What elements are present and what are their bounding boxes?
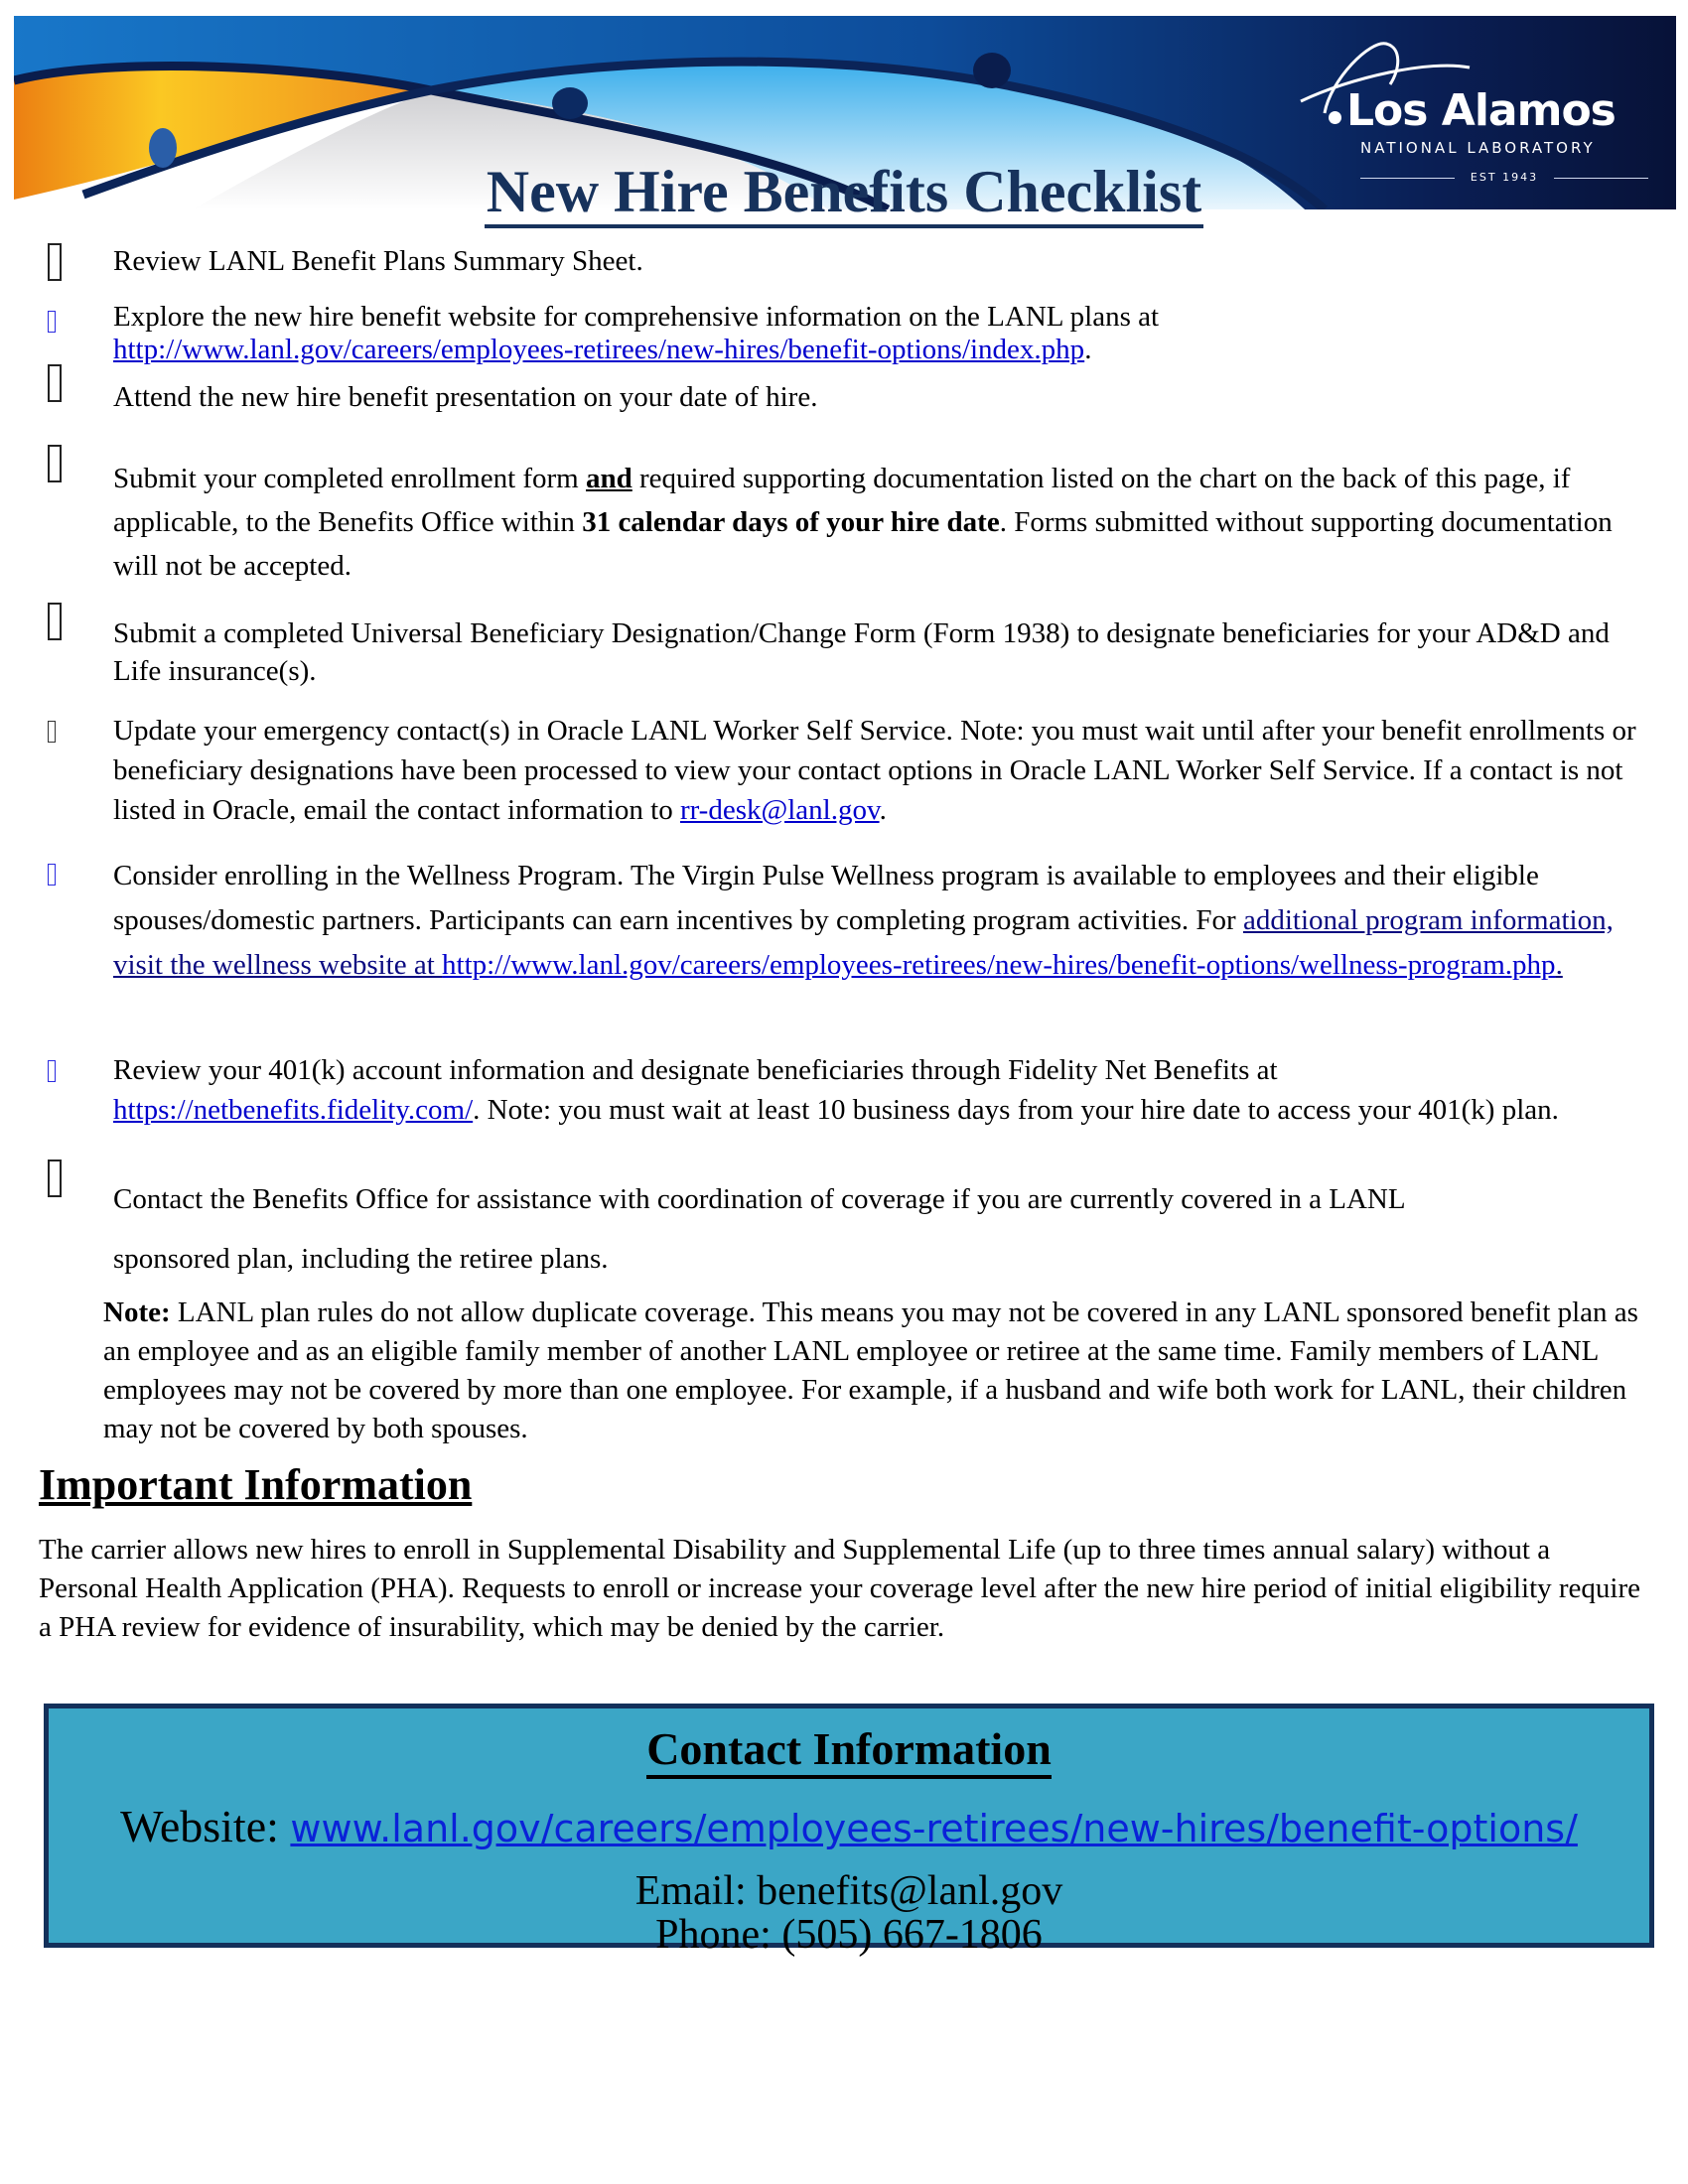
- checkbox-icon[interactable]: [48, 445, 62, 482]
- logo-name: Los Alamos: [1346, 85, 1616, 136]
- benefit-website-link[interactable]: http://www.lanl.gov/careers/employees-retirees/new-hires/benefit-options/index.php: [113, 334, 1085, 365]
- note-label: Note:: [103, 1297, 171, 1328]
- checklist-item-text: Submit a completed Universal Beneficiary Designation/Change Form (Form 1938) to designate beneficiaries for your AD&D and Life insurance(s).: [113, 617, 1610, 687]
- checklist-item-text: Review your 401(k) account information and designate beneficiaries through Fidelity Net Benefits at https://netbenefits.fidelity.com/. Note: you must wait at least 10 business days from your hire date to access your 401(k) plan.: [113, 1054, 1559, 1126]
- rr-desk-email-link[interactable]: rr-desk@lanl.gov: [679, 794, 880, 826]
- contact-email: Email: benefits@lanl.gov: [634, 1868, 1063, 1914]
- important-info-heading: Important Information: [39, 1460, 473, 1509]
- checklist-item-text: Submit your completed enrollment form and required supporting documentation listed on the chart on the back of this page, if applicable, to the Benefits Office within 31 calendar days of your hire date. Forms submitted without supporting documentation will not be accepted.: [113, 463, 1613, 582]
- checkbox-icon[interactable]: [48, 603, 62, 640]
- page-title-text: New Hire Benefits Checklist: [485, 159, 1203, 228]
- checklist-item-text: Explore the new hire benefit website for comprehensive information on the LANL plans at http://www.lanl.gov/careers/employees-retirees/new-hires/benefit-options/index.php.: [113, 301, 1160, 365]
- checklist-item-text: Update your emergency contact(s) in Oracle LANL Worker Self Service. Note: you must wait until after your benefit enrollments or beneficiary designations have been processed to view your contact options in Oracle LANL Worker Self Service. If a contact is not listed in Oracle, email the contact information to rr-desk@lanl.gov.: [113, 715, 1636, 826]
- fidelity-link[interactable]: https://netbenefits.fidelity.com/: [113, 1094, 474, 1126]
- wellness-info-link[interactable]: additional program information, visit the wellness website at: [113, 904, 1614, 981]
- checklist-item-text: Review LANL Benefit Plans Summary Sheet.: [113, 245, 643, 277]
- duplicate-coverage-note: [103, 1294, 1652, 1448]
- logo-subtitle: NATIONAL LABORATORY: [1360, 139, 1596, 157]
- important-info-text: The carrier allows new hires to enroll in Supplemental Disability and Supplemental Life (up to three times annual salary) without a Personal Health Application (PHA). Requests to enroll or increase your coverage level after the new hire period of initial eligibility require a PHA review for evidence of insurability, which may be denied by the carrier.: [39, 1534, 1641, 1643]
- logo-dot: [1329, 111, 1341, 124]
- checklist-item-text: Contact the Benefits Office for assistance with coordination of coverage if you are currently covered in a LANL: [113, 1183, 1406, 1215]
- contact-phone: Phone: (505) 667-1806: [655, 1912, 1043, 1958]
- page-title: [0, 159, 1688, 228]
- wellness-website-link[interactable]: http://www.lanl.gov/careers/employees-retirees/new-hires/benefit-options/wellness-program.php: [442, 949, 1556, 981]
- contact-heading: Contact Information: [49, 1722, 1649, 1779]
- checklist-item-text: sponsored plan, including the retiree plans.: [113, 1243, 609, 1275]
- contact-website: Website: www.lanl.gov/careers/employees-retirees/new-hires/benefit-options/: [120, 1801, 1578, 1851]
- checkbox-icon[interactable]: [48, 1160, 62, 1197]
- checkbox-icon[interactable]: [48, 864, 56, 886]
- checkbox-icon[interactable]: [48, 311, 56, 333]
- contact-info-box: [44, 1704, 1654, 1958]
- checklist-item-text: Consider enrolling in the Wellness Program. The Virgin Pulse Wellness program is available to employees and their eligible spouses/domestic partners. Participants can earn incentives by completing program activities. For additional program information, visit the wellness website at http://www.lanl.gov/careers/employees-retirees/new-hires/benefit-options/wellness-program.php.: [113, 860, 1614, 981]
- contact-website-link[interactable]: www.lanl.gov/careers/employees-retirees/new-hires/benefit-options/: [290, 1807, 1578, 1850]
- logo-established: EST 1943: [1360, 171, 1648, 184]
- checkbox-icon[interactable]: [48, 721, 56, 743]
- checkbox-icon[interactable]: [48, 243, 62, 281]
- note-text: LANL plan rules do not allow duplicate coverage. This means you may not be covered in any LANL sponsored benefit plan as an employee and as an eligible family member of another LANL employee or retiree at the same time. Family members of LANL employees may not be covered by more than one employee. For example, if a husband and wife both work for LANL, their children may not be covered by both spouses.: [103, 1297, 1638, 1444]
- checkbox-icon[interactable]: [48, 364, 62, 402]
- checklist-item-text: Attend the new hire benefit presentation on your date of hire.: [113, 381, 818, 413]
- checkbox-icon[interactable]: [48, 1060, 56, 1082]
